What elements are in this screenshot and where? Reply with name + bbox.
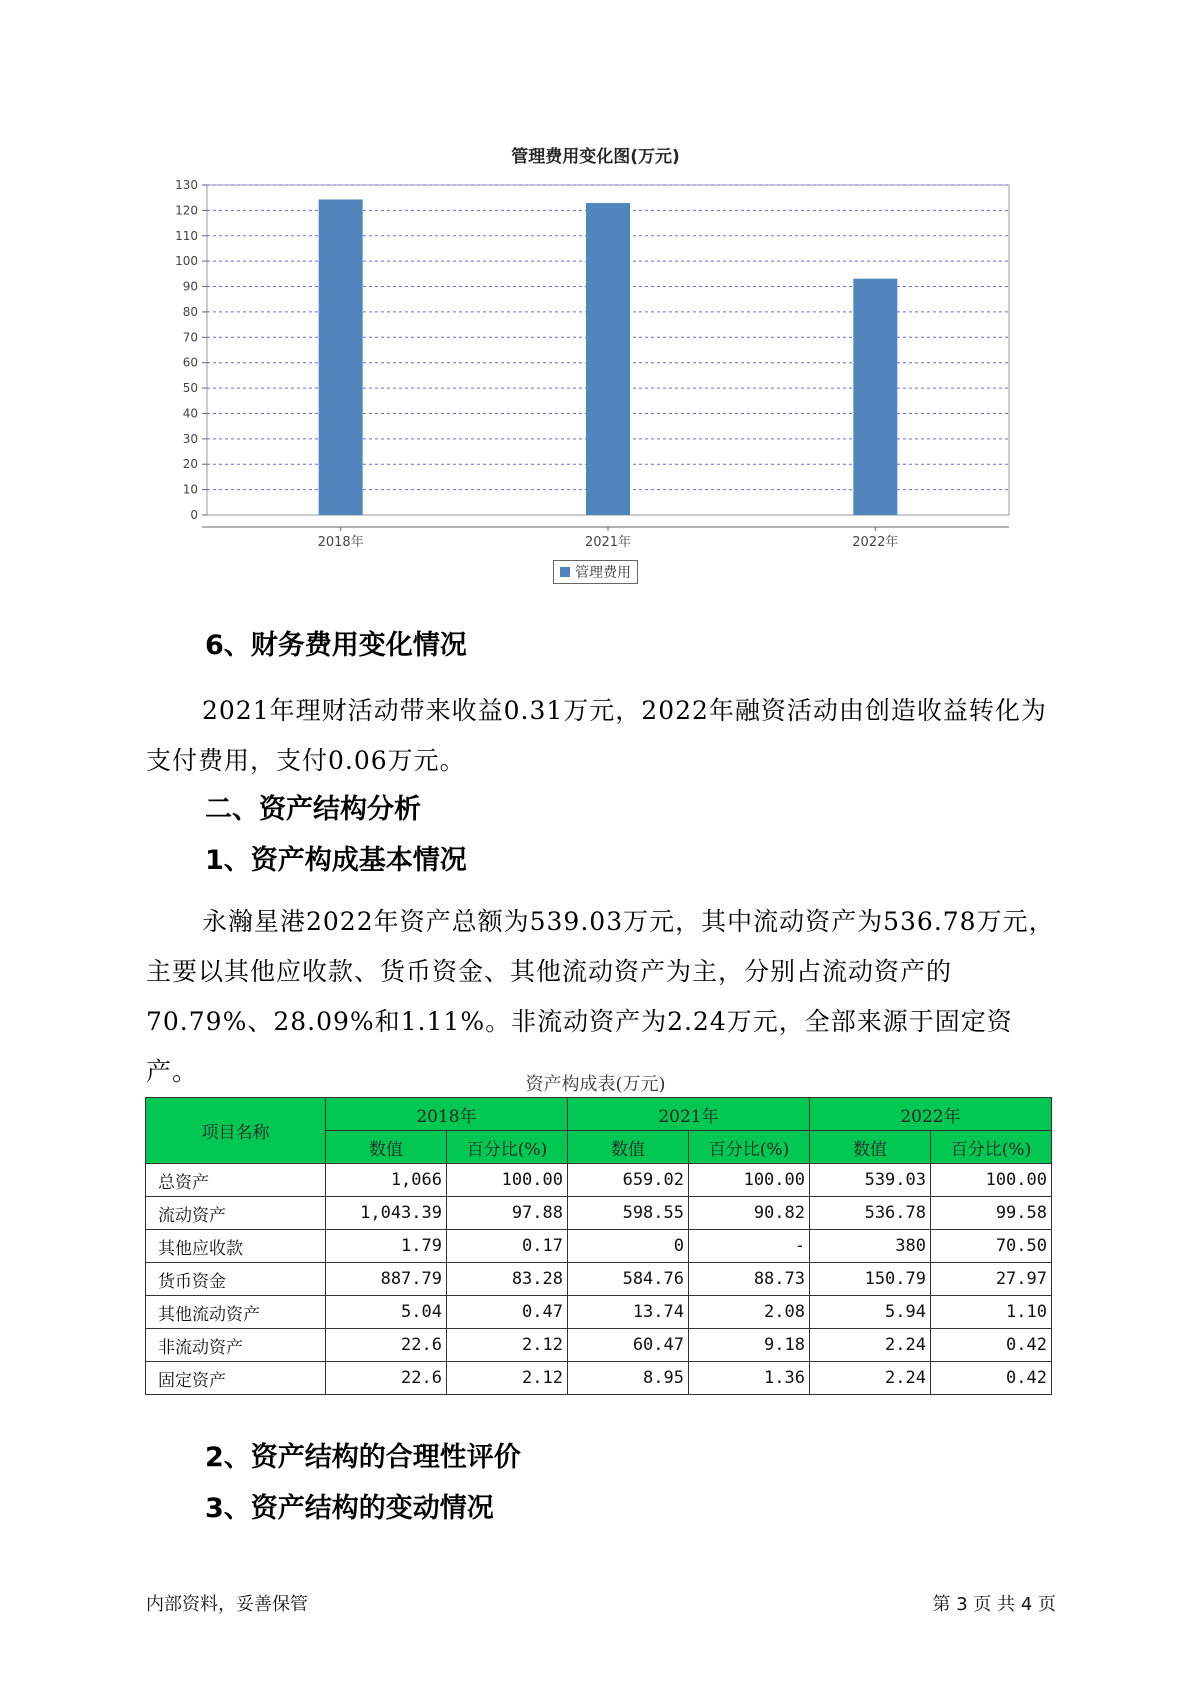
finance-heading: 6、财务费用变化情况 bbox=[205, 630, 467, 661]
percent-cell: 100.00 bbox=[931, 1164, 1052, 1197]
row-label: 货币资金 bbox=[146, 1263, 326, 1296]
x-tick-label: 2021年 bbox=[584, 535, 632, 550]
percent-cell: 2.12 bbox=[447, 1329, 568, 1362]
percent-subheader: 百分比(%) bbox=[689, 1131, 810, 1164]
percent-subheader: 百分比(%) bbox=[931, 1131, 1052, 1164]
value-cell: 1,066 bbox=[326, 1164, 447, 1197]
value-cell: 539.03 bbox=[810, 1164, 931, 1197]
percent-cell: - bbox=[689, 1230, 810, 1263]
percent-cell: 88.73 bbox=[689, 1263, 810, 1296]
value-cell: 150.79 bbox=[810, 1263, 931, 1296]
row-label: 其他流动资产 bbox=[146, 1296, 326, 1329]
value-cell: 5.94 bbox=[810, 1296, 931, 1329]
value-cell: 2.24 bbox=[810, 1329, 931, 1362]
footer-confidential: 内部资料，妥善保管 bbox=[146, 1594, 308, 1615]
percent-cell: 0.42 bbox=[931, 1329, 1052, 1362]
percent-cell: 2.08 bbox=[689, 1296, 810, 1329]
value-cell: 598.55 bbox=[568, 1197, 689, 1230]
bar bbox=[319, 199, 363, 515]
table-row bbox=[146, 1197, 1052, 1230]
value-cell: 8.95 bbox=[568, 1362, 689, 1395]
percent-cell: 1.36 bbox=[689, 1362, 810, 1395]
table-row bbox=[146, 1329, 1052, 1362]
year-header: 2018年 bbox=[326, 1098, 568, 1131]
x-tick-label: 2022年 bbox=[852, 535, 899, 550]
x-tick-label: 2018年 bbox=[317, 535, 364, 550]
value-cell: 380 bbox=[810, 1230, 931, 1263]
percent-cell: 100.00 bbox=[447, 1164, 568, 1197]
finance-paragraph: 2021年理财活动带来收益0.31万元，2022年融资活动由创造收益转化为支付费用，支付0.06万元。 bbox=[146, 696, 1047, 775]
y-tick-label: 80 bbox=[182, 304, 198, 319]
y-tick-label: 100 bbox=[175, 254, 198, 269]
y-tick-label: 120 bbox=[175, 203, 198, 218]
percent-cell: 83.28 bbox=[447, 1263, 568, 1296]
value-subheader: 数值 bbox=[326, 1131, 447, 1164]
percent-cell: 99.58 bbox=[931, 1197, 1052, 1230]
composition-heading: 1、资产构成基本情况 bbox=[205, 845, 467, 876]
row-label: 流动资产 bbox=[146, 1197, 326, 1230]
chart-legend bbox=[553, 560, 638, 584]
row-label: 非流动资产 bbox=[146, 1329, 326, 1362]
value-cell: 0 bbox=[568, 1230, 689, 1263]
structure-heading: 二、资产结构分析 bbox=[205, 794, 421, 825]
percent-cell: 0.47 bbox=[447, 1296, 568, 1329]
table-row bbox=[146, 1296, 1052, 1329]
percent-cell: 100.00 bbox=[689, 1164, 810, 1197]
y-tick-label: 30 bbox=[182, 431, 198, 446]
table-row bbox=[146, 1263, 1052, 1296]
item-name-header: 项目名称 bbox=[146, 1098, 326, 1164]
y-tick-label: 40 bbox=[182, 406, 198, 421]
bar bbox=[853, 279, 897, 515]
row-label: 固定资产 bbox=[146, 1362, 326, 1395]
percent-cell: 9.18 bbox=[689, 1329, 810, 1362]
value-subheader: 数值 bbox=[568, 1131, 689, 1164]
value-cell: 1,043.39 bbox=[326, 1197, 447, 1230]
y-tick-label: 20 bbox=[182, 457, 198, 472]
bar bbox=[586, 203, 630, 515]
table-row bbox=[146, 1230, 1052, 1263]
percent-cell: 90.82 bbox=[689, 1197, 810, 1230]
year-header: 2021年 bbox=[568, 1098, 810, 1131]
value-cell: 536.78 bbox=[810, 1197, 931, 1230]
year-header: 2022年 bbox=[810, 1098, 1052, 1131]
row-label: 总资产 bbox=[146, 1164, 326, 1197]
y-tick-label: 10 bbox=[182, 482, 198, 497]
y-tick-label: 110 bbox=[175, 228, 198, 243]
value-subheader: 数值 bbox=[810, 1131, 931, 1164]
value-cell: 584.76 bbox=[568, 1263, 689, 1296]
y-tick-label: 90 bbox=[182, 279, 198, 294]
value-cell: 13.74 bbox=[568, 1296, 689, 1329]
percent-cell: 0.17 bbox=[447, 1230, 568, 1263]
value-cell: 1.79 bbox=[326, 1230, 447, 1263]
percent-subheader: 百分比(%) bbox=[447, 1131, 568, 1164]
legend-label: 管理费用 bbox=[575, 565, 631, 581]
percent-cell: 0.42 bbox=[931, 1362, 1052, 1395]
y-tick-label: 70 bbox=[182, 330, 198, 345]
chart-title: 管理费用变化图(万元) bbox=[511, 147, 680, 167]
row-label: 其他应收款 bbox=[146, 1230, 326, 1263]
value-cell: 22.6 bbox=[326, 1362, 447, 1395]
legend-swatch bbox=[560, 567, 570, 577]
percent-cell: 70.50 bbox=[931, 1230, 1052, 1263]
percent-cell: 1.10 bbox=[931, 1296, 1052, 1329]
value-cell: 659.02 bbox=[568, 1164, 689, 1197]
change-heading: 3、资产结构的变动情况 bbox=[205, 1493, 494, 1524]
table-caption: 资产构成表(万元) bbox=[525, 1074, 666, 1095]
management-expense-chart bbox=[0, 0, 1191, 560]
percent-cell: 97.88 bbox=[447, 1197, 568, 1230]
footer-page-number: 第 3 页 共 4 页 bbox=[932, 1594, 1056, 1615]
percent-cell: 2.12 bbox=[447, 1362, 568, 1395]
y-tick-label: 50 bbox=[182, 381, 198, 396]
value-cell: 887.79 bbox=[326, 1263, 447, 1296]
y-tick-label: 130 bbox=[175, 178, 198, 192]
composition-paragraph: 永瀚星港2022年资产总额为539.03万元，其中流动资产为536.78万元，主要以其他应收款、货币资金、其他流动资产为主，分别占流动资产的70.79%、28.09%和1.11%。非流动资产为2.24万元，全部来源于固定资产。 bbox=[146, 907, 1055, 1086]
percent-cell: 27.97 bbox=[931, 1263, 1052, 1296]
value-cell: 2.24 bbox=[810, 1362, 931, 1395]
value-cell: 22.6 bbox=[326, 1329, 447, 1362]
asset-composition-table bbox=[145, 1097, 1052, 1395]
value-cell: 5.04 bbox=[326, 1296, 447, 1329]
y-tick-label: 0 bbox=[190, 508, 198, 522]
table-row bbox=[146, 1164, 1052, 1197]
value-cell: 60.47 bbox=[568, 1329, 689, 1362]
table-row bbox=[146, 1362, 1052, 1395]
rationality-heading: 2、资产结构的合理性评价 bbox=[205, 1442, 521, 1473]
y-tick-label: 60 bbox=[182, 355, 198, 370]
